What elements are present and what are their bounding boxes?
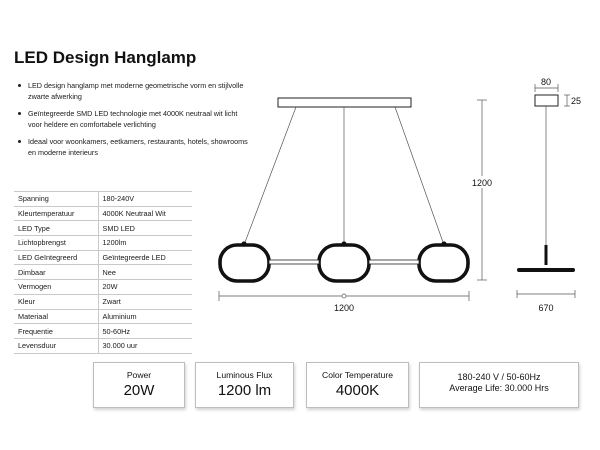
average-life-text: Average Life: 30.000 Hrs — [449, 383, 549, 393]
spec-value: 4000K Neutraal Wit — [98, 206, 192, 221]
spec-value: 1200lm — [98, 236, 192, 251]
page-title: LED Design Hanglamp — [14, 48, 197, 67]
cable-joint — [341, 241, 346, 246]
spec-label: Frequentie — [14, 324, 98, 339]
suspension-cable — [244, 107, 296, 245]
bullet-item: Geïntegreerde SMD LED technologie met 4000K neutraal wit licht voor heldere en comfortabele verlichting — [16, 108, 248, 130]
connector-bar — [369, 260, 419, 264]
power-label: Power — [126, 370, 152, 380]
spec-value: Geïntegreerde LED — [98, 250, 192, 265]
luminous-flux-box — [195, 362, 294, 408]
suspension-cable — [395, 107, 444, 245]
power-box — [93, 362, 185, 408]
side-width-label: 670 — [538, 303, 554, 313]
electrical-box — [419, 362, 579, 408]
spec-value: Zwart — [98, 294, 192, 309]
front-view — [219, 98, 495, 313]
canopy-side — [535, 95, 558, 106]
bullet-item: LED design hanglamp met moderne geometrische vorm en stijlvolle zwarte afwerking — [16, 80, 248, 102]
lamp-ring-left — [220, 245, 269, 281]
canopy-width-label: 80 — [540, 77, 552, 87]
spec-label: Kleur — [14, 294, 98, 309]
spec-label: LED Geïntegreerd — [14, 250, 98, 265]
spec-label: Kleurtemperatuur — [14, 206, 98, 221]
canopy-front — [278, 98, 411, 107]
power-value: 20W — [123, 382, 155, 399]
spec-value: SMD LED — [98, 221, 192, 236]
spec-value: 20W — [98, 280, 192, 295]
voltage-frequency-text: 180-240 V / 50-60Hz — [457, 372, 541, 382]
lamp-ring-right — [419, 245, 468, 281]
spec-label: Materiaal — [14, 309, 98, 324]
luminous-flux-label: Luminous Flux — [216, 370, 273, 380]
canopy-height-label: 25 — [571, 96, 582, 106]
dimension-marker — [342, 294, 346, 298]
bullet-item: Ideaal voor woonkamers, eetkamers, restaurants, hotels, showrooms en moderne interieurs — [16, 136, 248, 158]
luminous-flux-value: 1200 lm — [217, 382, 272, 399]
spec-label: Vermogen — [14, 280, 98, 295]
side-view — [517, 77, 581, 313]
spec-value: 50-60Hz — [98, 324, 192, 339]
connector-bar — [269, 260, 319, 264]
side-lamp-body — [517, 268, 575, 272]
spec-label: Lichtopbrengst — [14, 236, 98, 251]
side-stem — [545, 245, 548, 265]
spec-value: Aluminium — [98, 309, 192, 324]
cable-joint — [241, 241, 246, 246]
cable-joint — [441, 241, 446, 246]
height-label: 1200 — [471, 178, 493, 188]
spec-label: Dimbaar — [14, 265, 98, 280]
spec-label: LED Type — [14, 221, 98, 236]
spec-label: Levensduur — [14, 338, 98, 353]
feature-boxes — [93, 362, 579, 408]
color-temperature-box — [306, 362, 409, 408]
spec-value: 180-240V — [98, 192, 192, 207]
color-temperature-label: Color Temperature — [321, 370, 393, 380]
color-temperature-value: 4000K — [335, 382, 380, 399]
front-width-label: 1200 — [333, 303, 355, 313]
spec-label: Spanning — [14, 192, 98, 207]
spec-value: 30.000 uur — [98, 338, 192, 353]
lamp-ring-center — [319, 245, 369, 281]
spec-value: Nee — [98, 265, 192, 280]
